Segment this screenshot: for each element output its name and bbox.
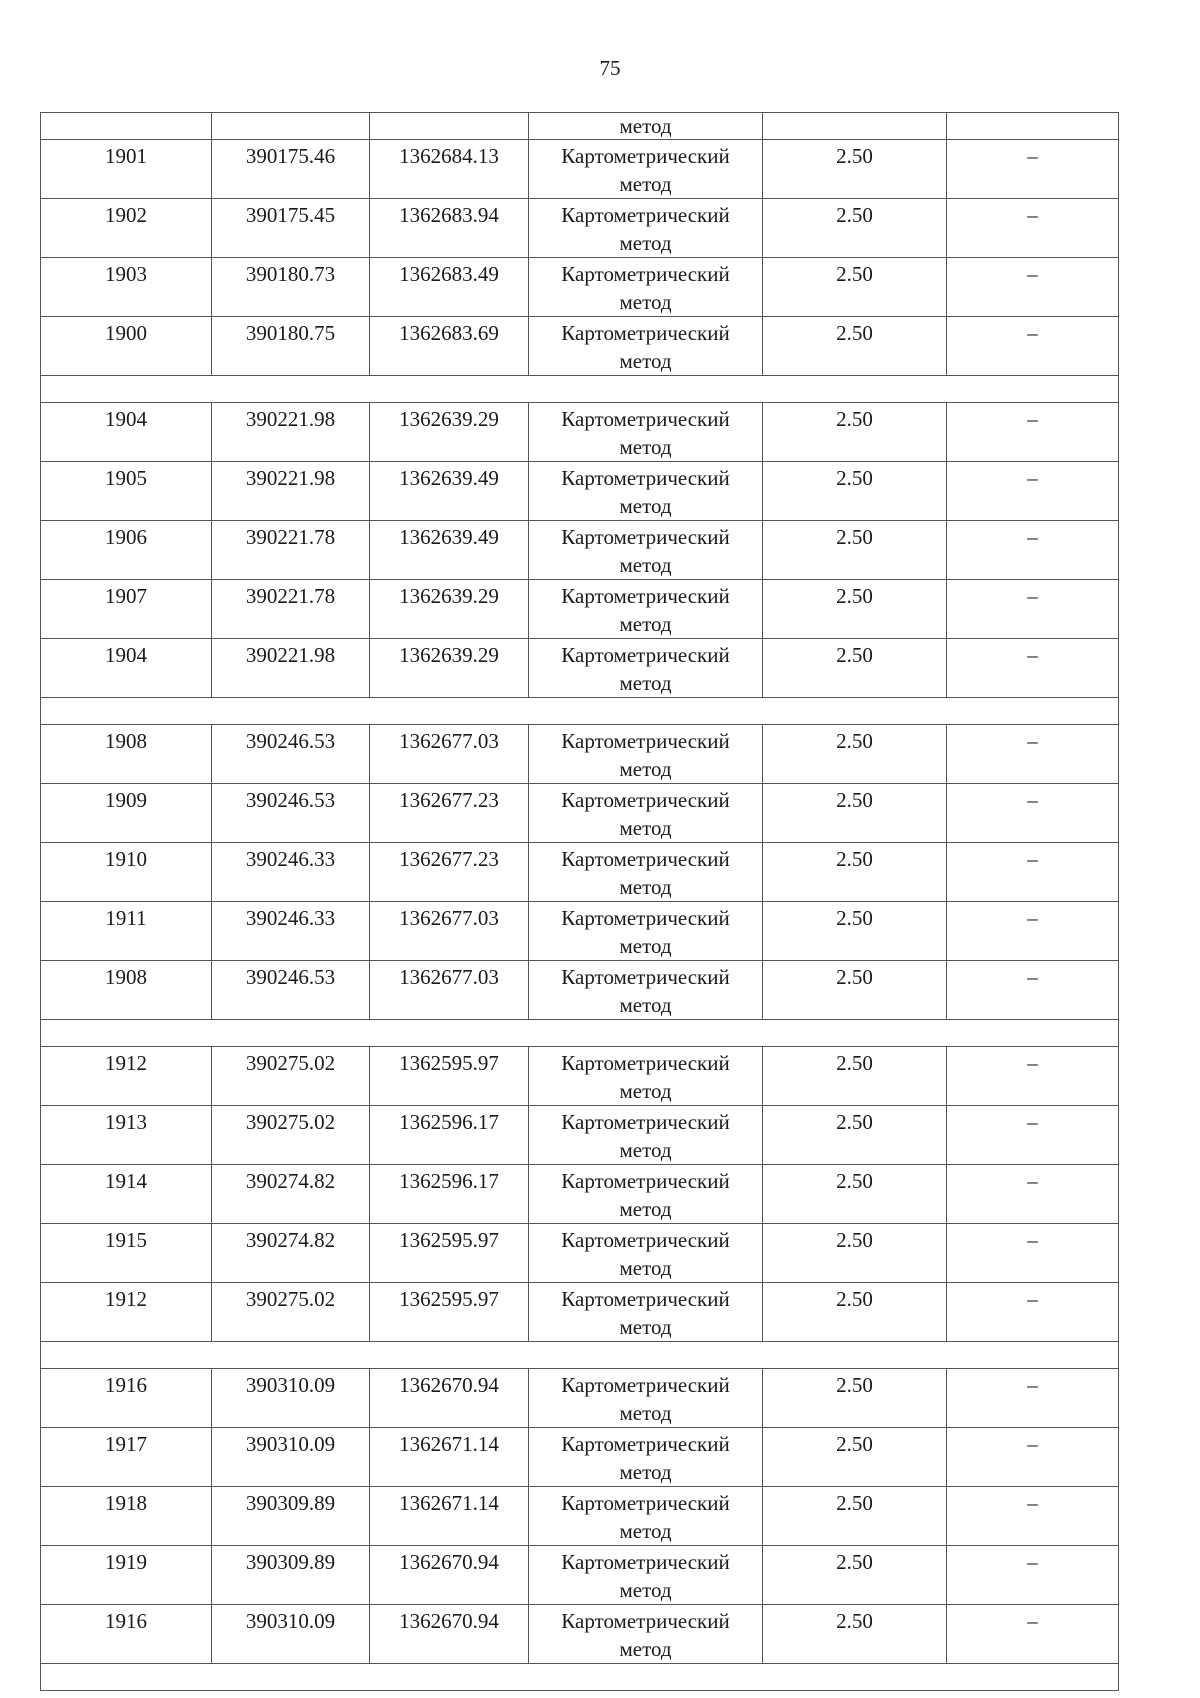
accuracy-cell: 2.50 — [763, 639, 947, 698]
method-cell — [529, 1487, 763, 1546]
table-row — [41, 1369, 1119, 1428]
point-cell: 1910 — [41, 843, 212, 902]
y-cell: 1362677.03 — [370, 725, 529, 784]
table-row — [41, 258, 1119, 317]
accuracy-cell: 2.50 — [763, 784, 947, 843]
point-cell: 1917 — [41, 1428, 212, 1487]
method-line-1: Картометрический — [561, 1051, 730, 1075]
y-cell: 1362595.97 — [370, 1283, 529, 1342]
x-cell: 390221.78 — [212, 580, 370, 639]
accuracy-cell: 2.50 — [763, 1428, 947, 1487]
point-cell: 1905 — [41, 462, 212, 521]
coordinates-table-body — [41, 113, 1119, 1691]
y-cell: 1362670.94 — [370, 1369, 529, 1428]
method-cell — [529, 1165, 763, 1224]
y-cell: 1362684.13 — [370, 140, 529, 199]
y-cell: 1362677.03 — [370, 961, 529, 1020]
method-cell — [529, 784, 763, 843]
x-cell: 390246.33 — [212, 902, 370, 961]
method-line-2: метод — [619, 231, 672, 255]
y-cell: 1362595.97 — [370, 1047, 529, 1106]
page-number: 75 — [599, 56, 621, 80]
y-cell: 1362670.94 — [370, 1546, 529, 1605]
y-cell: 1362683.69 — [370, 317, 529, 376]
accuracy-cell: 2.50 — [763, 258, 947, 317]
point-cell: 1900 — [41, 317, 212, 376]
x-cell: 390180.73 — [212, 258, 370, 317]
method-line-1: Картометрический — [561, 525, 730, 549]
method-cell — [529, 521, 763, 580]
table-row — [41, 317, 1119, 376]
spacer-cell — [41, 1664, 1119, 1691]
x-cell: 390275.02 — [212, 1283, 370, 1342]
method-line-1: Картометрический — [561, 466, 730, 490]
accuracy-cell: 2.50 — [763, 462, 947, 521]
x-cell: 390221.78 — [212, 521, 370, 580]
accuracy-cell: 2.50 — [763, 140, 947, 199]
note-cell — [947, 113, 1119, 140]
method-cell — [529, 462, 763, 521]
note-cell: – — [947, 1605, 1119, 1664]
note-cell: – — [947, 1224, 1119, 1283]
method-line-1: Картометрический — [561, 1491, 730, 1515]
note-cell: – — [947, 1487, 1119, 1546]
accuracy-cell: 2.50 — [763, 580, 947, 639]
point-cell: 1904 — [41, 403, 212, 462]
method-cell — [529, 199, 763, 258]
y-cell: 1362677.23 — [370, 843, 529, 902]
note-cell: – — [947, 140, 1119, 199]
table-row — [41, 1605, 1119, 1664]
note-cell: – — [947, 462, 1119, 521]
method-cell — [529, 580, 763, 639]
method-line-1: Картометрический — [561, 847, 730, 871]
method-line-2: метод — [619, 934, 672, 958]
x-cell: 390246.33 — [212, 843, 370, 902]
y-cell: 1362670.94 — [370, 1605, 529, 1664]
method-line-2: метод — [619, 816, 672, 840]
accuracy-cell: 2.50 — [763, 1369, 947, 1428]
x-cell: 390274.82 — [212, 1224, 370, 1283]
table-row — [41, 140, 1119, 199]
x-cell: 390310.09 — [212, 1605, 370, 1664]
note-cell: – — [947, 521, 1119, 580]
table-row — [41, 1487, 1119, 1546]
table-row — [41, 639, 1119, 698]
point-cell: 1916 — [41, 1605, 212, 1664]
note-cell: – — [947, 1283, 1119, 1342]
table-row — [41, 403, 1119, 462]
point-cell: 1911 — [41, 902, 212, 961]
table-row — [41, 1224, 1119, 1283]
method-line-1: Картометрический — [561, 1432, 730, 1456]
point-cell: 1912 — [41, 1047, 212, 1106]
method-cell — [529, 1106, 763, 1165]
x-cell: 390180.75 — [212, 317, 370, 376]
method-line-2: метод — [619, 349, 672, 373]
method-line-2: метод — [619, 1519, 672, 1543]
y-cell: 1362596.17 — [370, 1165, 529, 1224]
note-cell: – — [947, 403, 1119, 462]
accuracy-cell: 2.50 — [763, 843, 947, 902]
table-row — [41, 902, 1119, 961]
method-cell — [529, 1369, 763, 1428]
method-cell — [529, 902, 763, 961]
spacer-row — [41, 1020, 1119, 1047]
method-line-1: Картометрический — [561, 643, 730, 667]
x-cell: 390310.09 — [212, 1428, 370, 1487]
method-line-1: Картометрический — [561, 1110, 730, 1134]
note-cell: – — [947, 1165, 1119, 1224]
method-line-2: метод — [619, 1197, 672, 1221]
accuracy-cell: 2.50 — [763, 317, 947, 376]
note-cell: – — [947, 843, 1119, 902]
point-cell: 1903 — [41, 258, 212, 317]
note-cell: – — [947, 639, 1119, 698]
method-cell — [529, 639, 763, 698]
note-cell: – — [947, 1106, 1119, 1165]
spacer-row — [41, 698, 1119, 725]
y-cell: 1362639.29 — [370, 403, 529, 462]
note-cell: – — [947, 199, 1119, 258]
y-cell: 1362639.29 — [370, 639, 529, 698]
accuracy-cell: 2.50 — [763, 199, 947, 258]
accuracy-cell: 2.50 — [763, 1106, 947, 1165]
method-cell: метод — [529, 113, 763, 140]
table-row — [41, 843, 1119, 902]
spacer-row — [41, 1342, 1119, 1369]
method-line-1: Картометрический — [561, 1228, 730, 1252]
accuracy-cell: 2.50 — [763, 1283, 947, 1342]
accuracy-cell: 2.50 — [763, 902, 947, 961]
method-line-2: метод — [619, 1256, 672, 1280]
method-line-2: метод — [619, 1079, 672, 1103]
method-cell — [529, 1224, 763, 1283]
x-cell: 390310.09 — [212, 1369, 370, 1428]
method-cell — [529, 1546, 763, 1605]
method-line-1: Картометрический — [561, 407, 730, 431]
accuracy-cell: 2.50 — [763, 1224, 947, 1283]
y-cell: 1362677.23 — [370, 784, 529, 843]
note-cell: – — [947, 317, 1119, 376]
method-line-1: Картометрический — [561, 321, 730, 345]
point-cell: 1901 — [41, 140, 212, 199]
method-cell — [529, 403, 763, 462]
point-cell: 1919 — [41, 1546, 212, 1605]
x-cell: 390246.53 — [212, 784, 370, 843]
note-cell: – — [947, 784, 1119, 843]
note-cell: – — [947, 1369, 1119, 1428]
y-cell: 1362596.17 — [370, 1106, 529, 1165]
point-cell: 1918 — [41, 1487, 212, 1546]
coordinates-table — [40, 112, 1119, 1691]
method-line-2: метод — [619, 1578, 672, 1602]
x-cell: 390275.02 — [212, 1047, 370, 1106]
y-cell: 1362595.97 — [370, 1224, 529, 1283]
y-cell: 1362671.14 — [370, 1487, 529, 1546]
table-row — [41, 1428, 1119, 1487]
method-line-2: метод — [619, 1401, 672, 1425]
spacer-row — [41, 1664, 1119, 1691]
x-cell: 390246.53 — [212, 725, 370, 784]
accuracy-cell: 2.50 — [763, 1165, 947, 1224]
method-cell — [529, 961, 763, 1020]
method-line-1: Картометрический — [561, 1609, 730, 1633]
accuracy-cell: 2.50 — [763, 961, 947, 1020]
table-row — [41, 199, 1119, 258]
method-line-1: Картометрический — [561, 1287, 730, 1311]
table-row — [41, 725, 1119, 784]
y-cell: 1362683.94 — [370, 199, 529, 258]
x-cell: 390275.02 — [212, 1106, 370, 1165]
point-cell: 1913 — [41, 1106, 212, 1165]
method-line-2: метод — [619, 757, 672, 781]
y-cell: 1362683.49 — [370, 258, 529, 317]
method-line-2: метод — [619, 172, 672, 196]
method-line-1: Картометрический — [561, 203, 730, 227]
y-cell: 1362677.03 — [370, 902, 529, 961]
y-cell: 1362639.29 — [370, 580, 529, 639]
table-row — [41, 521, 1119, 580]
method-line-2: метод — [619, 1460, 672, 1484]
accuracy-cell: 2.50 — [763, 1487, 947, 1546]
method-cell — [529, 725, 763, 784]
spacer-cell — [41, 1020, 1119, 1047]
y-cell: 1362639.49 — [370, 521, 529, 580]
spacer-row — [41, 376, 1119, 403]
x-cell: 390175.45 — [212, 199, 370, 258]
table-row — [41, 1546, 1119, 1605]
note-cell: – — [947, 961, 1119, 1020]
table-row — [41, 1106, 1119, 1165]
method-cell — [529, 317, 763, 376]
continuation-row — [41, 113, 1119, 140]
spacer-cell — [41, 698, 1119, 725]
method-line-1: Картометрический — [561, 729, 730, 753]
x-cell: 390221.98 — [212, 639, 370, 698]
accuracy-cell: 2.50 — [763, 1546, 947, 1605]
method-line-2: метод — [619, 993, 672, 1017]
accuracy-cell: 2.50 — [763, 403, 947, 462]
method-line-2: метод — [619, 1637, 672, 1661]
method-cell — [529, 140, 763, 199]
table-row — [41, 1047, 1119, 1106]
note-cell: – — [947, 725, 1119, 784]
x-cell — [212, 113, 370, 140]
method-line-1: Картометрический — [561, 788, 730, 812]
note-cell: – — [947, 902, 1119, 961]
method-line-1: Картометрический — [561, 144, 730, 168]
table-row — [41, 1165, 1119, 1224]
note-cell: – — [947, 1428, 1119, 1487]
method-line-2: метод — [619, 494, 672, 518]
method-cell — [529, 1283, 763, 1342]
point-cell: 1909 — [41, 784, 212, 843]
x-cell: 390274.82 — [212, 1165, 370, 1224]
method-line-1: Картометрический — [561, 1169, 730, 1193]
accuracy-cell: 2.50 — [763, 725, 947, 784]
method-line-2: метод — [619, 553, 672, 577]
point-cell: 1908 — [41, 725, 212, 784]
method-line-1: Картометрический — [561, 1373, 730, 1397]
x-cell: 390221.98 — [212, 403, 370, 462]
method-line-2: метод — [619, 1138, 672, 1162]
point-cell: 1904 — [41, 639, 212, 698]
method-cell — [529, 843, 763, 902]
point-cell: 1908 — [41, 961, 212, 1020]
method-line-2: метод — [619, 875, 672, 899]
point-cell: 1916 — [41, 1369, 212, 1428]
spacer-cell — [41, 376, 1119, 403]
method-line-2: метод — [619, 671, 672, 695]
point-cell: 1912 — [41, 1283, 212, 1342]
point-cell — [41, 113, 212, 140]
note-cell: – — [947, 1546, 1119, 1605]
point-cell: 1902 — [41, 199, 212, 258]
note-cell: – — [947, 580, 1119, 639]
table-row — [41, 580, 1119, 639]
method-line-2: метод — [619, 1315, 672, 1339]
method-line-2: метод — [619, 290, 672, 314]
y-cell: 1362671.14 — [370, 1428, 529, 1487]
method-cell — [529, 1605, 763, 1664]
accuracy-cell: 2.50 — [763, 1605, 947, 1664]
method-cell — [529, 1047, 763, 1106]
y-cell: 1362639.49 — [370, 462, 529, 521]
method-line-1: Картометрический — [561, 965, 730, 989]
point-cell: 1906 — [41, 521, 212, 580]
x-cell: 390221.98 — [212, 462, 370, 521]
note-cell: – — [947, 1047, 1119, 1106]
point-cell: 1915 — [41, 1224, 212, 1283]
y-cell — [370, 113, 529, 140]
method-line-2: метод — [619, 612, 672, 636]
method-line-1: Картометрический — [561, 262, 730, 286]
table-row — [41, 462, 1119, 521]
table-row — [41, 961, 1119, 1020]
x-cell: 390175.46 — [212, 140, 370, 199]
accuracy-cell — [763, 113, 947, 140]
table-row — [41, 784, 1119, 843]
x-cell: 390246.53 — [212, 961, 370, 1020]
spacer-cell — [41, 1342, 1119, 1369]
method-line-1: Картометрический — [561, 906, 730, 930]
method-line-1: Картометрический — [561, 584, 730, 608]
method-cell — [529, 1428, 763, 1487]
method-line-1: Картометрический — [561, 1550, 730, 1574]
note-cell: – — [947, 258, 1119, 317]
x-cell: 390309.89 — [212, 1487, 370, 1546]
x-cell: 390309.89 — [212, 1546, 370, 1605]
point-cell: 1907 — [41, 580, 212, 639]
table-row — [41, 1283, 1119, 1342]
method-cell — [529, 258, 763, 317]
accuracy-cell: 2.50 — [763, 1047, 947, 1106]
point-cell: 1914 — [41, 1165, 212, 1224]
accuracy-cell: 2.50 — [763, 521, 947, 580]
method-line-2: метод — [619, 435, 672, 459]
